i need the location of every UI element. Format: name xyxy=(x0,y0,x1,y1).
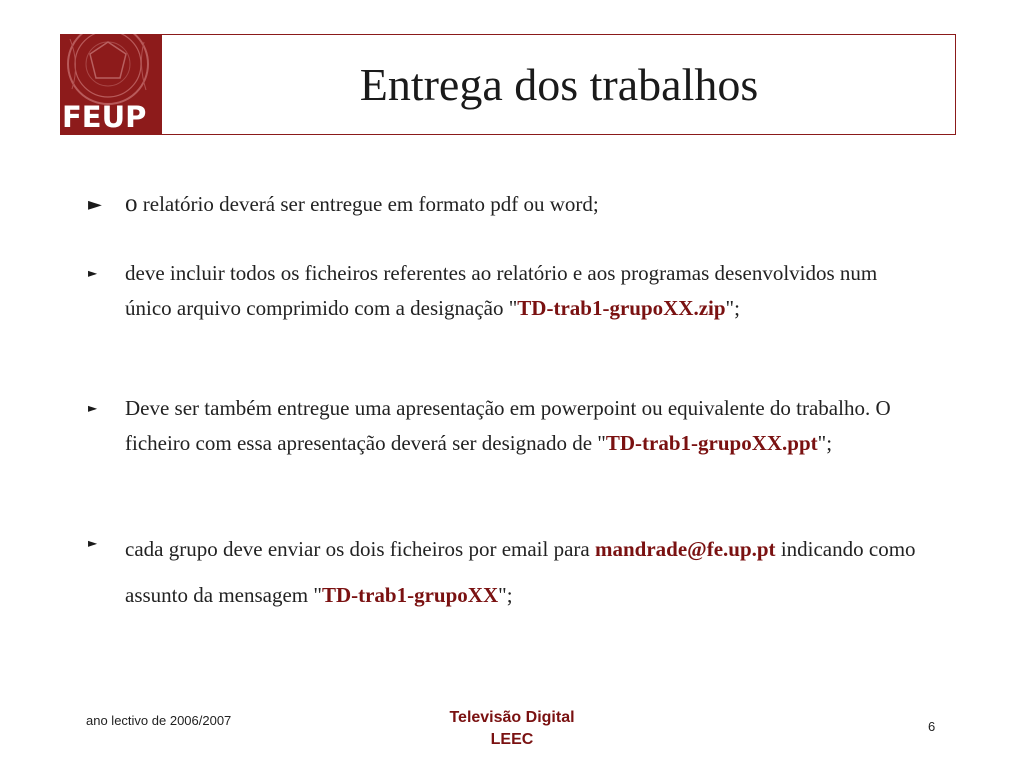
bullet-marker-icon: ► xyxy=(88,536,98,550)
bullet-text xyxy=(125,186,925,222)
bullet-text-part: "; xyxy=(817,431,833,455)
bullet-text-part: relatório deverá ser entregue em formato pdf ou word; xyxy=(137,192,599,216)
bullet-text-part: "; xyxy=(498,583,513,607)
footer-course-program: LEEC xyxy=(490,731,534,748)
bullet-text-part: indicando como assunto da mensagem " xyxy=(125,537,916,607)
page-title: Entrega dos trabalhos xyxy=(359,59,759,110)
page-number: 6 xyxy=(928,719,936,734)
footer-course-title: Televisão Digital xyxy=(449,709,575,726)
bullet-text-part: cada grupo deve enviar os dois ficheiros por email para xyxy=(125,537,595,561)
footer-course xyxy=(412,707,612,751)
logo-text: FEUP xyxy=(62,100,147,134)
bullet-marker-icon: ► xyxy=(88,266,98,280)
filename-zip: TD-trab1-grupoXX.zip xyxy=(517,296,726,320)
bullet-text xyxy=(125,526,925,618)
bullet-text xyxy=(125,256,925,326)
bullet-text-part: "; xyxy=(725,296,740,320)
email-subject: TD-trab1-grupoXX xyxy=(321,583,499,607)
bullet-marker-icon: ► xyxy=(88,401,98,415)
bullet-marker-icon: ► xyxy=(88,194,102,215)
footer-academic-year: ano lectivo de 2006/2007 xyxy=(86,713,232,728)
bullet-text-part: deve incluir todos os ficheiros referentes ao relatório e aos programas desenvolvidos num único arquivo comprimido com a designação " xyxy=(125,261,878,320)
bullet-lead: o xyxy=(125,190,138,217)
email-address: mandrade@fe.up.pt xyxy=(595,537,776,561)
feup-logo xyxy=(60,34,162,135)
bullet-text-part: Deve ser também entregue uma apresentação em powerpoint ou equivalente do trabalho. O ficheiro com essa apresentação deverá ser designado de " xyxy=(125,396,891,455)
bullet-text xyxy=(125,391,925,461)
filename-ppt: TD-trab1-grupoXX.ppt xyxy=(605,431,818,455)
